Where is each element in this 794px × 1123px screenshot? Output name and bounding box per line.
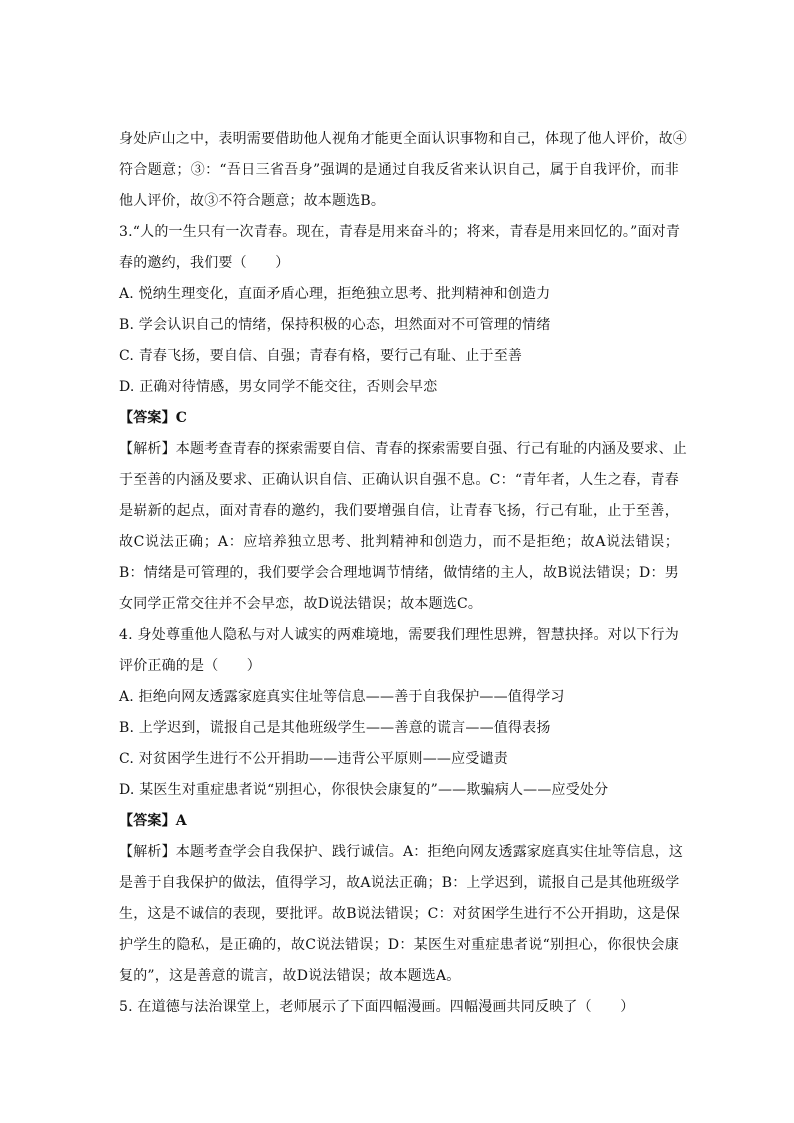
text-line: 身处庐山之中，表明需要借助他人视角才能更全面认识事物和自己，体现了他人评价，故④ [119, 131, 687, 147]
text-line: 符合题意；③：“吾日三省吾身”强调的是通过自我反省来认识自己，属于自我评价，而非 [119, 162, 679, 178]
question-3-stem: 3.“人的一生只有一次青春。现在，青春是用来奋斗的；将来，青春是用来回忆的。”面对青 [119, 224, 681, 240]
question-3-answer: 【答案】C [119, 410, 188, 426]
question-3-analysis: 是崭新的起点，面对青春的邀约，我们要增强自信，让青春飞扬，行己有耻，止于至善， [119, 503, 679, 519]
question-5-stem: 5. 在道德与法治课堂上，老师展示了下面四幅漫画。四幅漫画共同反映了（ ） [119, 999, 635, 1015]
question-3-stem-cont: 春的邀约，我们要（ ） [119, 255, 290, 271]
question-4-answer: 【答案】A [119, 813, 187, 829]
question-3-analysis: 于至善的内涵及要求、正确认识自信、正确认识自强不息。C：“青年者，人生之春，青春 [119, 472, 679, 488]
question-4-option-c: C. 对贫困学生进行不公开捐助——违背公平原则——应受谴责 [119, 751, 508, 767]
question-4-analysis: 生，这是不诚信的表现，要批评。故B说法错误；C：对贫困学生进行不公开捐助，这是保 [119, 906, 680, 922]
question-3-option-d: D. 正确对待情感，男女同学不能交往，否则会早恋 [119, 379, 438, 395]
question-4-analysis: 护学生的隐私，是正确的，故C说法错误；D：某医生对重症患者说“别担心，你很快会康 [119, 937, 679, 953]
question-3-analysis: B：情绪是可管理的，我们要学会合理地调节情绪，做情绪的主人，故B说法错误；D：男 [119, 565, 679, 581]
question-3-option-a: A. 悦纳生理变化，直面矛盾心理，拒绝独立思考、批判精神和创造力 [119, 286, 551, 302]
text-line: 他人评价，故③不符合题意；故本题选B。 [119, 193, 386, 209]
question-4-analysis: 【解析】本题考查学会自我保护、践行诚信。A：拒绝向网友透露家庭真实住址等信息，这 [119, 844, 684, 860]
question-3-analysis: 【解析】本题考查青春的探索需要自信、青春的探索需要自强、行己有耻的内涵及要求、止 [119, 441, 687, 457]
question-4-stem-cont: 评价正确的是（ ） [119, 658, 261, 674]
question-3-analysis: 女同学正常交往并不会早恋，故D说法错误；故本题选C。 [119, 596, 483, 612]
question-4-option-d: D. 某医生对重症患者说“别担心，你很快会康复的”——欺骗病人——应受处分 [119, 782, 609, 798]
question-4-option-b: B. 上学迟到，谎报自己是其他班级学生——善意的谎言——值得表扬 [119, 720, 551, 736]
question-3-analysis: 故C说法正确；A：应培养独立思考、批判精神和创造力，而不是拒绝；故A说法错误； [119, 534, 679, 550]
question-4-analysis: 复的”，这是善意的谎言，故D说法错误；故本题选A。 [119, 968, 461, 984]
question-4-stem: 4. 身处尊重他人隐私与对人诚实的两难境地，需要我们理性思辨，智慧抉择。对以下行为 [119, 627, 679, 643]
question-3-option-c: C. 青春飞扬，要自信、自强；青春有格，要行己有耻、止于至善 [119, 348, 523, 364]
question-4-analysis: 是善于自我保护的做法，值得学习，故A说法正确；B：上学迟到，谎报自己是其他班级学 [119, 875, 680, 891]
question-3-option-b: B. 学会认识自己的情绪，保持积极的心态，坦然面对不可管理的情绪 [119, 317, 551, 333]
question-4-option-a: A. 拒绝向网友透露家庭真实住址等信息——善于自我保护——值得学习 [119, 689, 565, 705]
